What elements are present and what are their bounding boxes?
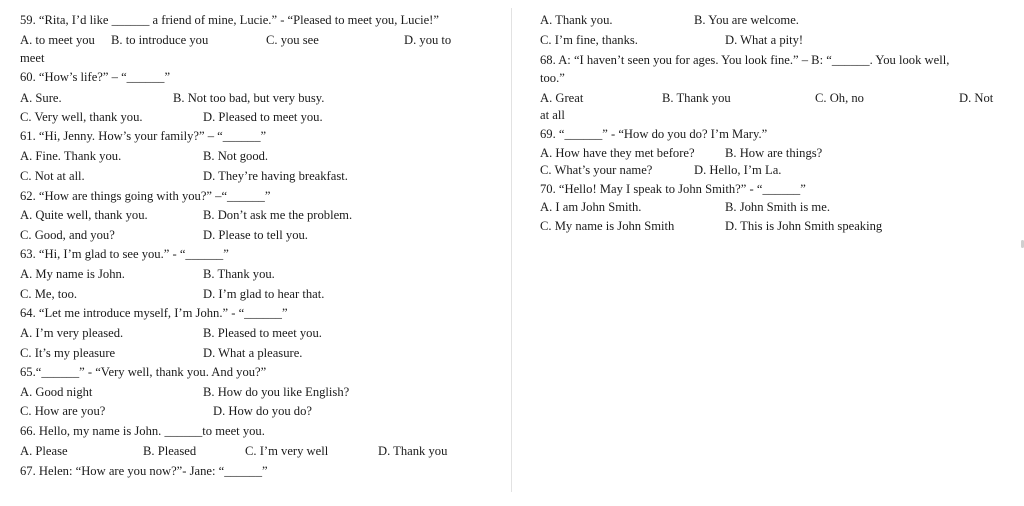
question-62-option-d: D. Please to tell you. xyxy=(203,228,308,242)
question-68-option-c: C. Oh, no xyxy=(815,91,864,105)
question-68-option-d-wrap: at all xyxy=(540,108,565,122)
question-61-option-b: B. Not good. xyxy=(203,149,269,163)
question-60-option-d: D. Pleased to meet you. xyxy=(203,110,323,124)
question-59-option-a: A. to meet you xyxy=(20,33,95,47)
question-69-option-b: B. How are things? xyxy=(725,146,823,160)
question-59-stem: 59. “Rita, I’d like ______ a friend of mine, Lucie.” - “Pleased to meet you, Lucie!” xyxy=(20,13,439,27)
question-64-option-c: C. It’s my pleasure xyxy=(20,346,116,360)
question-59-option-c: C. you see xyxy=(266,33,319,47)
question-61-option-d: D. They’re having breakfast. xyxy=(203,169,348,183)
question-66-option-b: B. Pleased xyxy=(143,444,197,458)
question-69-option-a: A. How have they met before? xyxy=(540,146,695,160)
question-63-option-a: A. My name is John. xyxy=(20,267,125,281)
question-65-stem: 65.“______” - “Very well, thank you. And you?” xyxy=(20,365,267,379)
question-68-stem-wrap: too.” xyxy=(540,71,565,85)
question-59-option-b: B. to introduce you xyxy=(111,33,209,47)
question-65-option-d: D. How do you do? xyxy=(213,404,312,418)
question-66-option-a: A. Please xyxy=(20,444,68,458)
question-70-option-d: D. This is John Smith speaking xyxy=(725,219,883,233)
question-68-stem: 68. A: “I haven’t seen you for ages. You look fine.” – B: “______. You look well, xyxy=(540,53,950,67)
question-64-option-b: B. Pleased to meet you. xyxy=(203,326,322,340)
question-69-stem: 69. “______” - “How do you do? I’m Mary.” xyxy=(540,127,768,141)
question-63-option-b: B. Thank you. xyxy=(203,267,275,281)
question-66-option-c: C. I’m very well xyxy=(245,444,329,458)
question-65-option-b: B. How do you like English? xyxy=(203,385,350,399)
question-68-option-d: D. Not xyxy=(959,91,994,105)
question-61-option-c: C. Not at all. xyxy=(20,169,85,183)
question-59-option-d-wrap: meet xyxy=(20,51,45,65)
question-62-option-a: A. Quite well, thank you. xyxy=(20,208,148,222)
question-60-option-c: C. Very well, thank you. xyxy=(20,110,143,124)
question-62-stem: 62. “How are things going with you?” –“______” xyxy=(20,189,271,203)
question-60-stem: 60. “How’s life?” – “______” xyxy=(20,70,171,84)
question-66-stem: 66. Hello, my name is John. ______to meet you. xyxy=(20,424,265,438)
question-69-option-c: C. What’s your name? xyxy=(540,163,653,177)
question-65-option-a: A. Good night xyxy=(20,385,93,399)
question-69-option-d: D. Hello, I’m La. xyxy=(694,163,782,177)
question-61-option-a: A. Fine. Thank you. xyxy=(20,149,122,163)
question-65-option-c: C. How are you? xyxy=(20,404,106,418)
question-63-stem: 63. “Hi, I’m glad to see you.” - “______” xyxy=(20,247,229,261)
question-67-option-c: C. I’m fine, thanks. xyxy=(540,33,638,47)
question-64-option-a: A. I’m very pleased. xyxy=(20,326,124,340)
question-70-option-c: C. My name is John Smith xyxy=(540,219,675,233)
question-60-option-b: B. Not too bad, but very busy. xyxy=(173,91,325,105)
question-61-stem: 61. “Hi, Jenny. How’s your family?” – “______” xyxy=(20,129,267,143)
question-67-stem: 67. Helen: “How are you now?”- Jane: “______” xyxy=(20,464,268,478)
question-63-option-c: C. Me, too. xyxy=(20,287,78,301)
question-62-option-c: C. Good, and you? xyxy=(20,228,115,242)
question-59-option-d: D. you to xyxy=(404,33,452,47)
question-68-option-b: B. Thank you xyxy=(662,91,731,105)
question-67-option-a: A. Thank you. xyxy=(540,13,613,27)
question-70-option-b: B. John Smith is me. xyxy=(725,200,830,214)
question-63-option-d: D. I’m glad to hear that. xyxy=(203,287,325,301)
column-divider xyxy=(511,8,512,492)
question-70-option-a: A. I am John Smith. xyxy=(540,200,642,214)
question-62-option-b: B. Don’t ask me the problem. xyxy=(203,208,353,222)
question-64-option-d: D. What a pleasure. xyxy=(203,346,303,360)
question-60-option-a: A. Sure. xyxy=(20,91,62,105)
question-67-option-b: B. You are welcome. xyxy=(694,13,799,27)
question-67-option-d: D. What a pity! xyxy=(725,33,804,47)
question-66-option-d: D. Thank you xyxy=(378,444,448,458)
question-64-stem: 64. “Let me introduce myself, I’m John.” - “______” xyxy=(20,306,288,320)
question-70-stem: 70. “Hello! May I speak to John Smith?” - “______” xyxy=(540,182,806,196)
question-68-option-a: A. Great xyxy=(540,91,584,105)
